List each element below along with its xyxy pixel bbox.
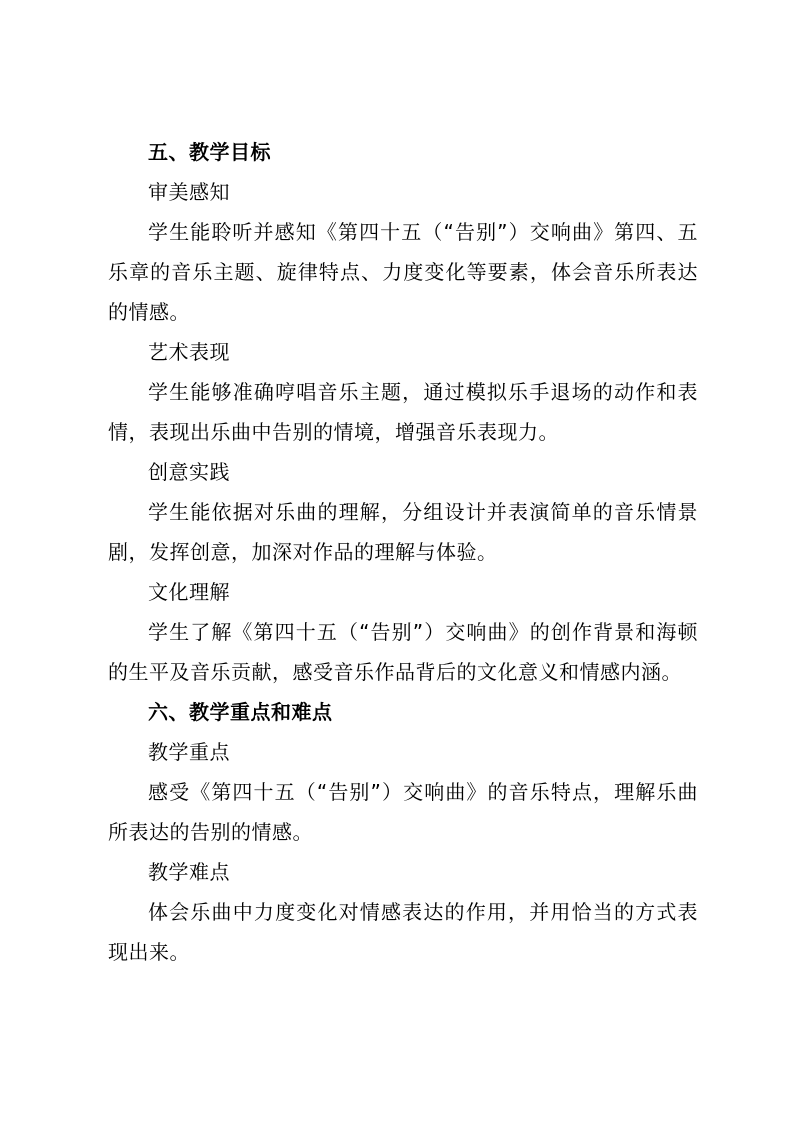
- paragraph-key-point: 感受《第四十五（“告别”）交响曲》的音乐特点，理解乐曲所表达的告别的情感。: [108, 780, 698, 844]
- subheading-key-point: 教学重点: [148, 740, 230, 764]
- section-heading-teaching-goals: 五、教学目标: [148, 140, 271, 164]
- subheading-aesthetic-perception: 审美感知: [148, 180, 230, 204]
- paragraph-aesthetic-perception: 学生能聆听并感知《第四十五（“告别”）交响曲》第四、五乐章的音乐主题、旋律特点、力度变化等要素，体会音乐所表达的情感。: [108, 220, 698, 324]
- document-body: [108, 132, 698, 972]
- subheading-artistic-expression: 艺术表现: [148, 340, 230, 364]
- paragraph-artistic-expression: 学生能够准确哼唱音乐主题，通过模拟乐手退场的动作和表情，表现出乐曲中告别的情境，增强音乐表现力。: [108, 380, 698, 444]
- paragraph-creative-practice: 学生能依据对乐曲的理解，分组设计并表演简单的音乐情景剧，发挥创意，加深对作品的理解与体验。: [108, 500, 698, 564]
- subheading-cultural-understanding: 文化理解: [148, 580, 230, 604]
- subheading-difficult-point: 教学难点: [148, 860, 230, 884]
- paragraph-difficult-point: 体会乐曲中力度变化对情感表达的作用，并用恰当的方式表现出来。: [108, 900, 698, 964]
- paragraph-cultural-understanding: 学生了解《第四十五（“告别”）交响曲》的创作背景和海顿的生平及音乐贡献，感受音乐作品背后的文化意义和情感内涵。: [108, 620, 698, 684]
- subheading-creative-practice: 创意实践: [148, 460, 230, 484]
- section-heading-key-points: 六、教学重点和难点: [148, 700, 333, 724]
